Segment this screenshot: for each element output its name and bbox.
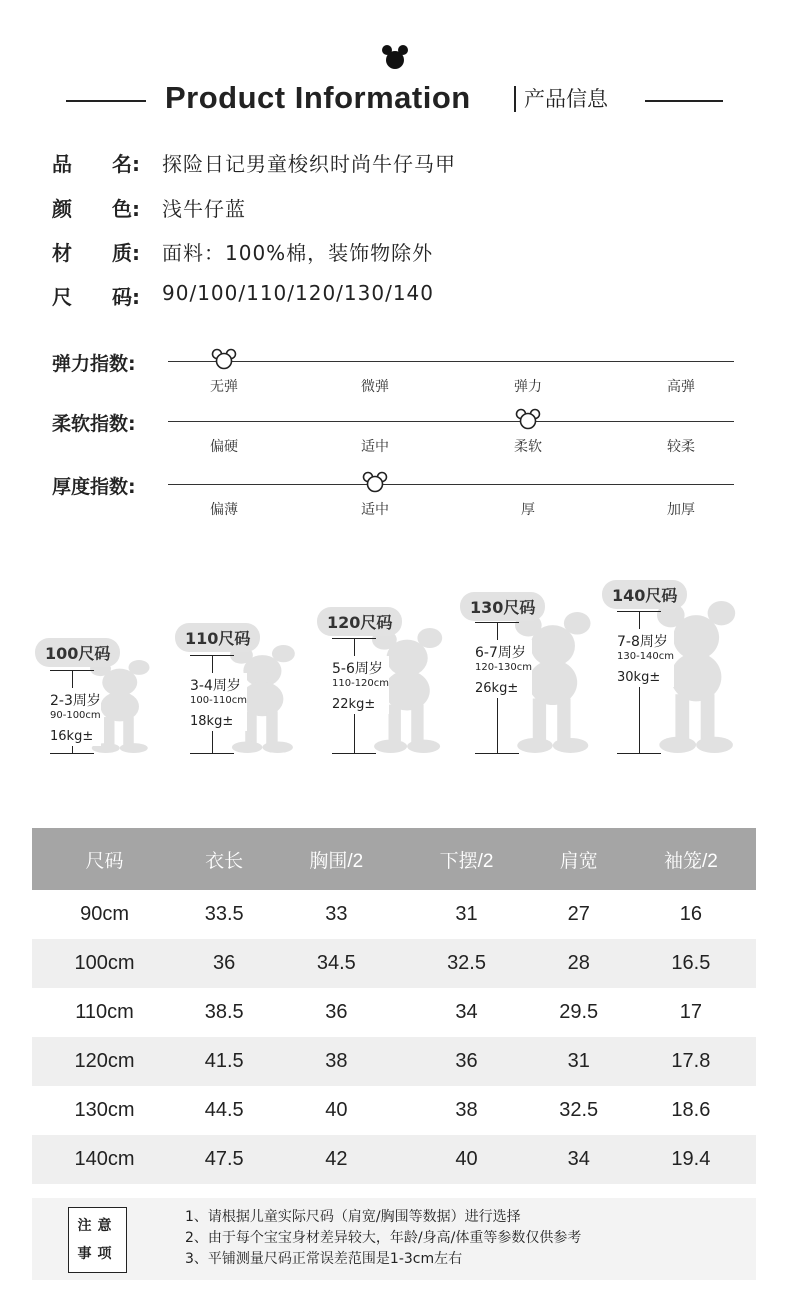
table-cell: 16 bbox=[679, 903, 702, 925]
table-cell: 31 bbox=[532, 1037, 626, 1086]
size-details bbox=[332, 656, 389, 714]
table-header-cell: 胸围/2 bbox=[271, 828, 401, 890]
mouse-marker-icon bbox=[515, 408, 541, 430]
info-row bbox=[52, 237, 433, 266]
table-cell: 33 bbox=[325, 903, 348, 925]
info-value: 浅牛仔蓝 bbox=[162, 197, 246, 221]
size-badge: 110尺码 bbox=[175, 623, 260, 652]
table-cell: 36 bbox=[325, 1001, 348, 1023]
measure-bottom-line bbox=[617, 753, 661, 754]
table-cell: 34 bbox=[532, 1135, 626, 1184]
index-scale-label: 厚 bbox=[521, 502, 535, 518]
table-header-cell: 尺码 bbox=[32, 828, 177, 890]
measure-bottom-line bbox=[190, 753, 234, 754]
notice-item: 2、由于每个宝宝身材差异较大，年龄/身高/体重等参数仅供参考 bbox=[185, 1230, 582, 1246]
notice-item: 1、请根据儿童实际尺码（肩宽/胸围等数据）进行选择 bbox=[185, 1209, 521, 1225]
divider bbox=[645, 100, 723, 102]
mickey-logo-icon bbox=[382, 44, 408, 70]
measure-bottom-line bbox=[475, 753, 519, 754]
table-row bbox=[32, 939, 756, 988]
table-cell: 42 bbox=[271, 1135, 401, 1184]
size-height: 110-120cm bbox=[332, 678, 390, 689]
table-cell: 17.8 bbox=[626, 1037, 756, 1086]
size-weight: 26kg± bbox=[475, 681, 519, 696]
table-cell: 32.5 bbox=[559, 1099, 599, 1121]
info-key: 品 名: bbox=[52, 152, 140, 176]
index-scale-label: 微弹 bbox=[361, 379, 389, 395]
size-table bbox=[32, 828, 756, 1184]
info-row bbox=[52, 148, 456, 177]
notice-title-line: 注意 bbox=[77, 1218, 118, 1234]
table-cell: 41.5 bbox=[177, 1037, 271, 1086]
table-header-cell: 下摆/2 bbox=[401, 828, 531, 890]
table-cell: 44.5 bbox=[204, 1099, 244, 1121]
table-cell: 29.5 bbox=[559, 1001, 599, 1023]
table-cell: 120cm bbox=[32, 1037, 177, 1086]
table-cell: 17 bbox=[679, 1001, 702, 1023]
notice-title-line: 事项 bbox=[77, 1246, 118, 1262]
table-cell: 40 bbox=[401, 1135, 531, 1184]
size-weight: 22kg± bbox=[332, 697, 376, 712]
info-value: 90/100/110/120/130/140 bbox=[162, 281, 435, 305]
table-cell: 34 bbox=[455, 1001, 478, 1023]
measure-bottom-line bbox=[50, 753, 94, 754]
size-age: 6-7周岁 bbox=[475, 645, 526, 661]
table-cell: 47.5 bbox=[177, 1135, 271, 1184]
table-cell: 38 bbox=[455, 1099, 478, 1121]
index-scale-label: 偏硬 bbox=[210, 439, 238, 455]
index-scale-label: 高弹 bbox=[667, 379, 695, 395]
page-title: Product Information bbox=[165, 80, 471, 115]
index-label: 厚度指数: bbox=[52, 476, 136, 498]
index-track bbox=[168, 484, 734, 485]
index-scale-label: 柔软 bbox=[514, 439, 542, 455]
info-value: 面料：100%棉，装饰物除外 bbox=[162, 241, 434, 265]
index-track bbox=[168, 361, 734, 362]
info-row bbox=[52, 281, 434, 310]
size-badge: 100尺码 bbox=[35, 638, 120, 667]
mouse-marker-icon bbox=[211, 348, 237, 370]
table-cell: 36 bbox=[177, 939, 271, 988]
info-key: 材 质: bbox=[52, 241, 140, 265]
table-cell: 34.5 bbox=[271, 939, 401, 988]
size-details bbox=[475, 640, 532, 698]
table-cell: 140cm bbox=[32, 1135, 177, 1184]
table-cell: 18.6 bbox=[671, 1099, 711, 1121]
table-cell: 31 bbox=[455, 903, 478, 925]
divider bbox=[66, 100, 146, 102]
size-details bbox=[617, 629, 674, 687]
size-badge: 130尺码 bbox=[460, 592, 545, 621]
index-scale-label: 较柔 bbox=[667, 439, 695, 455]
table-cell: 38.5 bbox=[204, 1001, 244, 1023]
table-header-cell: 袖笼/2 bbox=[626, 828, 756, 890]
index-scale-label: 适中 bbox=[361, 439, 389, 455]
table-row bbox=[32, 1135, 756, 1184]
size-age: 7-8周岁 bbox=[617, 634, 668, 650]
size-weight: 16kg± bbox=[50, 729, 94, 744]
table-cell: 27 bbox=[567, 903, 590, 925]
index-scale-label: 无弹 bbox=[210, 379, 238, 395]
index-track bbox=[168, 421, 734, 422]
size-details bbox=[190, 673, 247, 731]
table-cell: 28 bbox=[532, 939, 626, 988]
table-cell: 32.5 bbox=[401, 939, 531, 988]
info-value: 探险日记男童梭织时尚牛仔马甲 bbox=[162, 152, 456, 176]
size-height: 100-110cm bbox=[190, 695, 248, 706]
size-badge: 140尺码 bbox=[602, 580, 687, 609]
table-cell: 110cm bbox=[75, 1001, 134, 1023]
mouse-marker-icon bbox=[362, 471, 388, 493]
notice-list bbox=[185, 1207, 581, 1270]
index-label: 柔软指数: bbox=[52, 413, 136, 435]
size-age: 2-3周岁 bbox=[50, 693, 101, 709]
table-cell: 90cm bbox=[80, 903, 129, 925]
table-cell: 33.5 bbox=[204, 903, 244, 925]
table-row bbox=[32, 890, 756, 939]
notice-item: 3、平铺测量尺码正常误差范围是1-3cm左右 bbox=[185, 1251, 463, 1267]
table-header-cell: 肩宽 bbox=[532, 828, 626, 890]
table-cell: 40 bbox=[325, 1099, 348, 1121]
notice-title bbox=[68, 1207, 127, 1273]
info-key: 颜 色: bbox=[52, 197, 140, 221]
size-age: 5-6周岁 bbox=[332, 661, 383, 677]
table-cell: 38 bbox=[271, 1037, 401, 1086]
info-key: 尺 码: bbox=[52, 285, 140, 309]
table-row bbox=[32, 1037, 756, 1086]
table-cell: 16.5 bbox=[626, 939, 756, 988]
info-row bbox=[52, 193, 246, 222]
size-height: 90-100cm bbox=[50, 710, 101, 721]
index-scale-label: 加厚 bbox=[667, 502, 695, 518]
table-cell: 100cm bbox=[32, 939, 177, 988]
size-details bbox=[50, 688, 101, 746]
index-label: 弹力指数: bbox=[52, 353, 136, 375]
index-scale-label: 偏薄 bbox=[210, 502, 238, 518]
table-row bbox=[32, 1086, 756, 1135]
size-height: 120-130cm bbox=[475, 662, 533, 673]
page-subtitle: 产品信息 bbox=[514, 86, 608, 112]
table-cell: 19.4 bbox=[626, 1135, 756, 1184]
size-age: 3-4周岁 bbox=[190, 678, 241, 694]
size-weight: 18kg± bbox=[190, 714, 234, 729]
index-scale-label: 弹力 bbox=[514, 379, 542, 395]
measure-bottom-line bbox=[332, 753, 376, 754]
size-height: 130-140cm bbox=[617, 651, 675, 662]
table-row bbox=[32, 988, 756, 1037]
table-cell: 36 bbox=[401, 1037, 531, 1086]
index-scale-label: 适中 bbox=[361, 502, 389, 518]
table-header-cell: 衣长 bbox=[177, 828, 271, 890]
table-cell: 130cm bbox=[74, 1099, 135, 1121]
size-badge: 120尺码 bbox=[317, 607, 402, 636]
size-weight: 30kg± bbox=[617, 670, 661, 685]
